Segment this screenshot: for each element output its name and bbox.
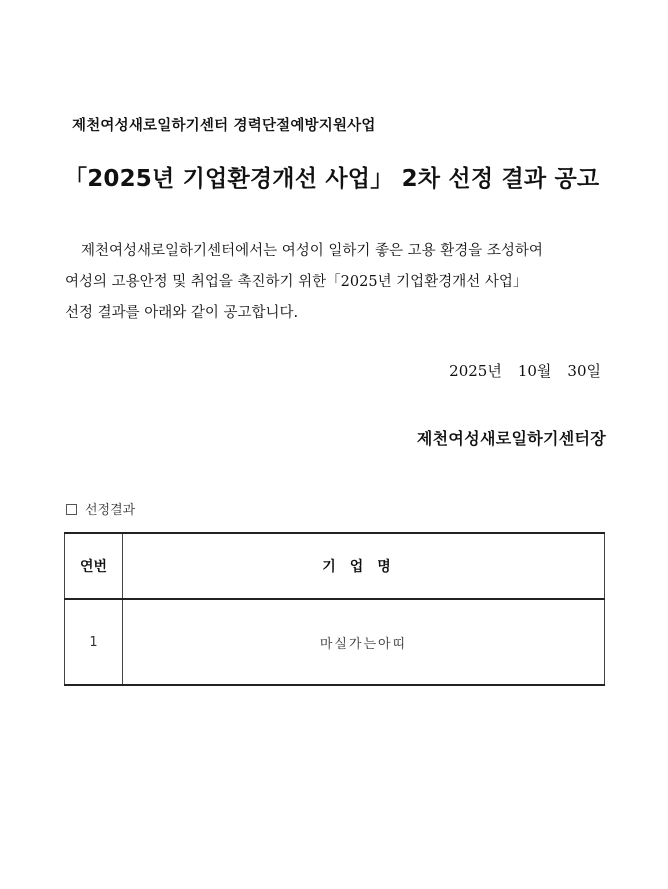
document-title: 「2025년 기업환경개선 사업」 2차 선정 결과 공고 (64, 166, 600, 192)
results-table (64, 532, 605, 686)
header-serial-number: 연번 (65, 533, 123, 599)
announcement-body (65, 236, 610, 329)
body-line-2: 여성의 고용안정 및 취업을 촉진하기 위한「2025년 기업환경개선 사업」 (65, 274, 528, 290)
body-line-3: 선정 결과를 아래와 같이 공고합니다. (65, 305, 299, 321)
date-year: 2025년 (449, 362, 502, 380)
table-row (65, 599, 605, 685)
date-month: 10월 (517, 362, 552, 380)
body-line-1: 제천여성새로일하기센터에서는 여성이 일하기 좋은 고용 환경을 조성하여 (81, 243, 543, 259)
announcement-date (449, 360, 601, 381)
organization-header: 제천여성새로일하기센터 경력단절예방지원사업 (72, 118, 376, 134)
header-company-name: 기업명 (123, 533, 605, 599)
checkbox-icon (66, 504, 77, 515)
table-header-row (65, 533, 605, 599)
section-heading (66, 499, 135, 518)
cell-serial-number: 1 (65, 599, 123, 685)
section-label: 선정결과 (85, 503, 136, 518)
date-day: 30일 (567, 362, 601, 380)
signatory: 제천여성새로일하기센터장 (416, 429, 606, 448)
cell-company-name: 마실가는아띠 (319, 636, 408, 652)
